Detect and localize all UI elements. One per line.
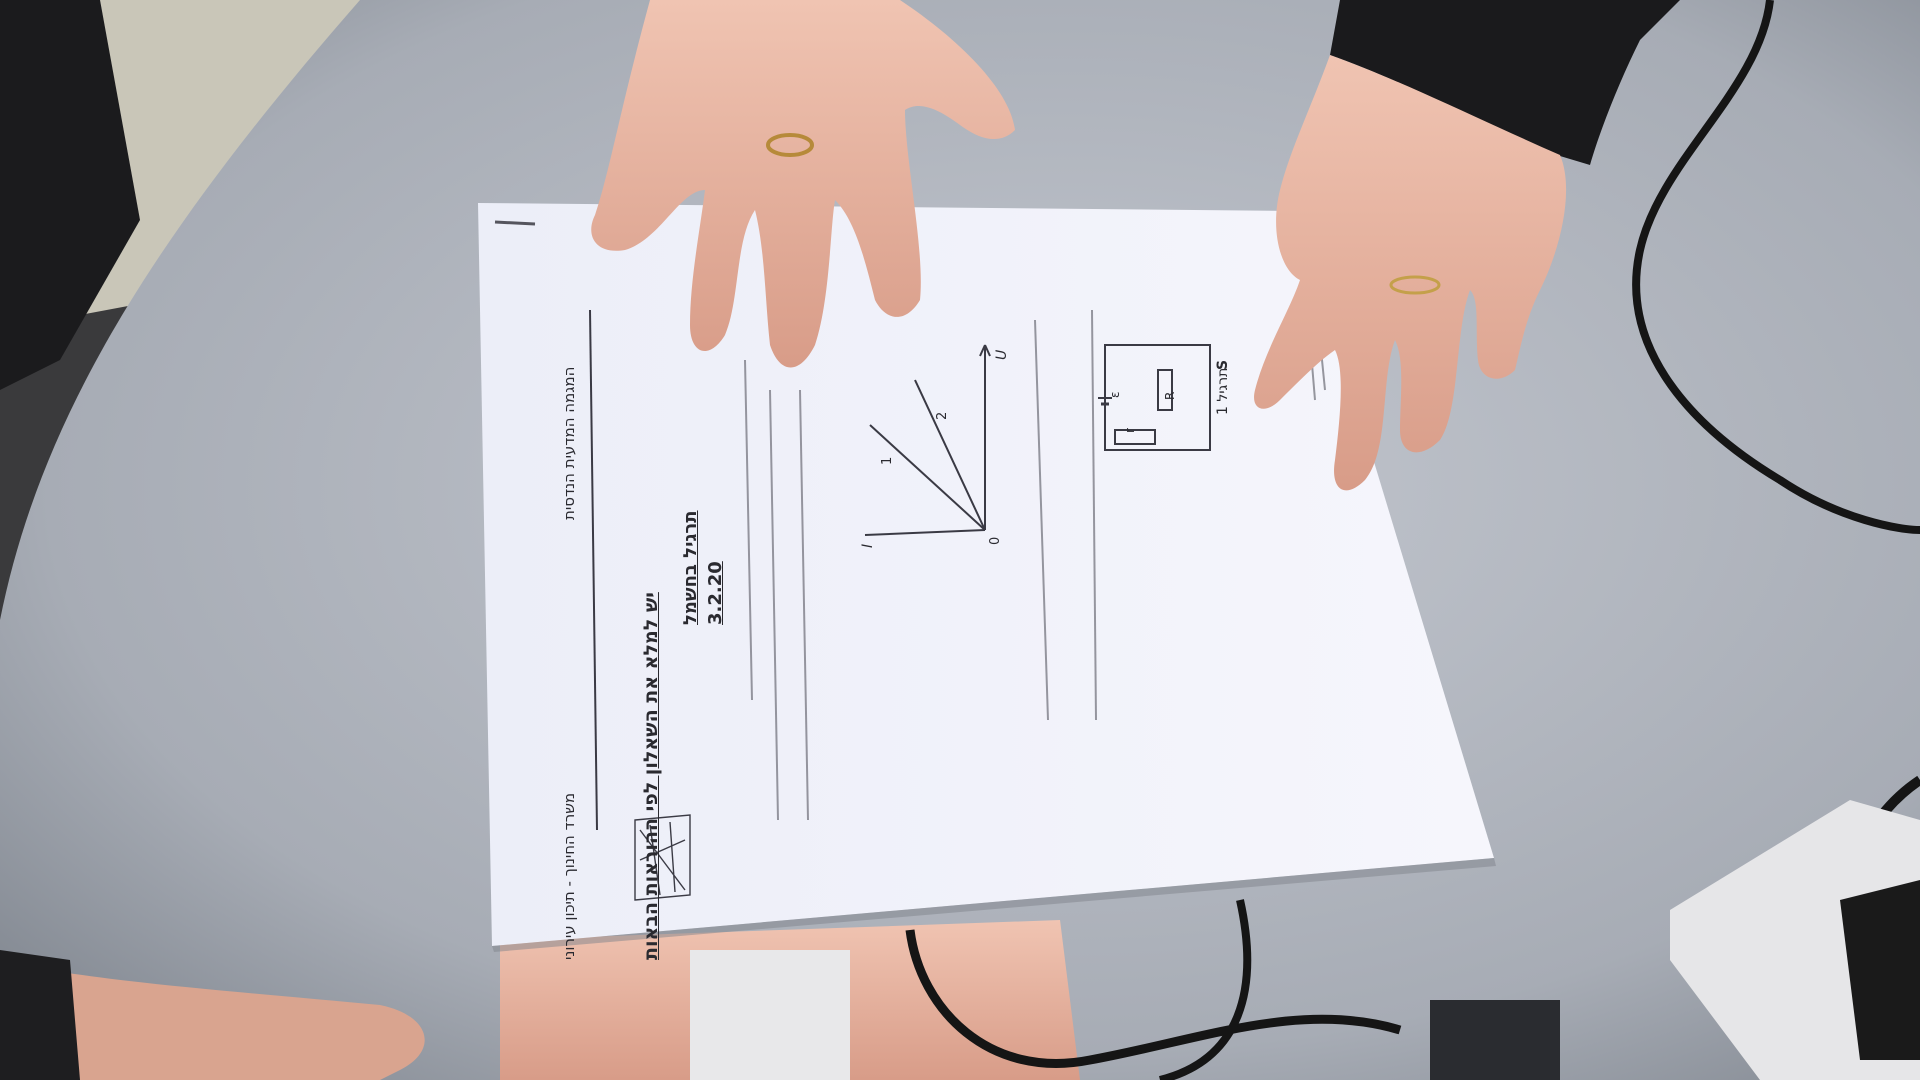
worksheet-header-left: משרד החינוך - תיכון עירוני bbox=[560, 792, 578, 960]
circuit-resistor bbox=[1158, 370, 1172, 410]
graph-origin-label: 0 bbox=[988, 536, 1003, 545]
worksheet-subtitle: תרגיל בחשמל bbox=[680, 510, 701, 625]
graph-x-label: I bbox=[860, 543, 876, 548]
resistor2-label: r bbox=[1123, 428, 1137, 433]
graph-line1-label: 1 bbox=[880, 456, 895, 465]
device-bottom bbox=[1430, 1000, 1560, 1080]
worksheet-title: יש למלא את השאלון לפי ההוראות הבאות bbox=[640, 592, 662, 960]
resistor-label: R bbox=[1163, 391, 1177, 400]
dark-sleeve-bottom-left bbox=[0, 950, 80, 1080]
switch-label: S bbox=[1215, 359, 1231, 370]
graph-line2-label: 2 bbox=[935, 411, 950, 420]
worksheet-header-right: המגמה המדעית הנדסית bbox=[560, 366, 578, 520]
white-block bbox=[690, 950, 850, 1080]
emf-label: ε bbox=[1108, 391, 1122, 398]
worksheet-date: 3.2.20 bbox=[705, 561, 726, 625]
graph-y-label: U bbox=[994, 349, 1010, 360]
top-mark bbox=[495, 222, 535, 224]
exercise-label: תרגיל 1 bbox=[1215, 367, 1231, 415]
